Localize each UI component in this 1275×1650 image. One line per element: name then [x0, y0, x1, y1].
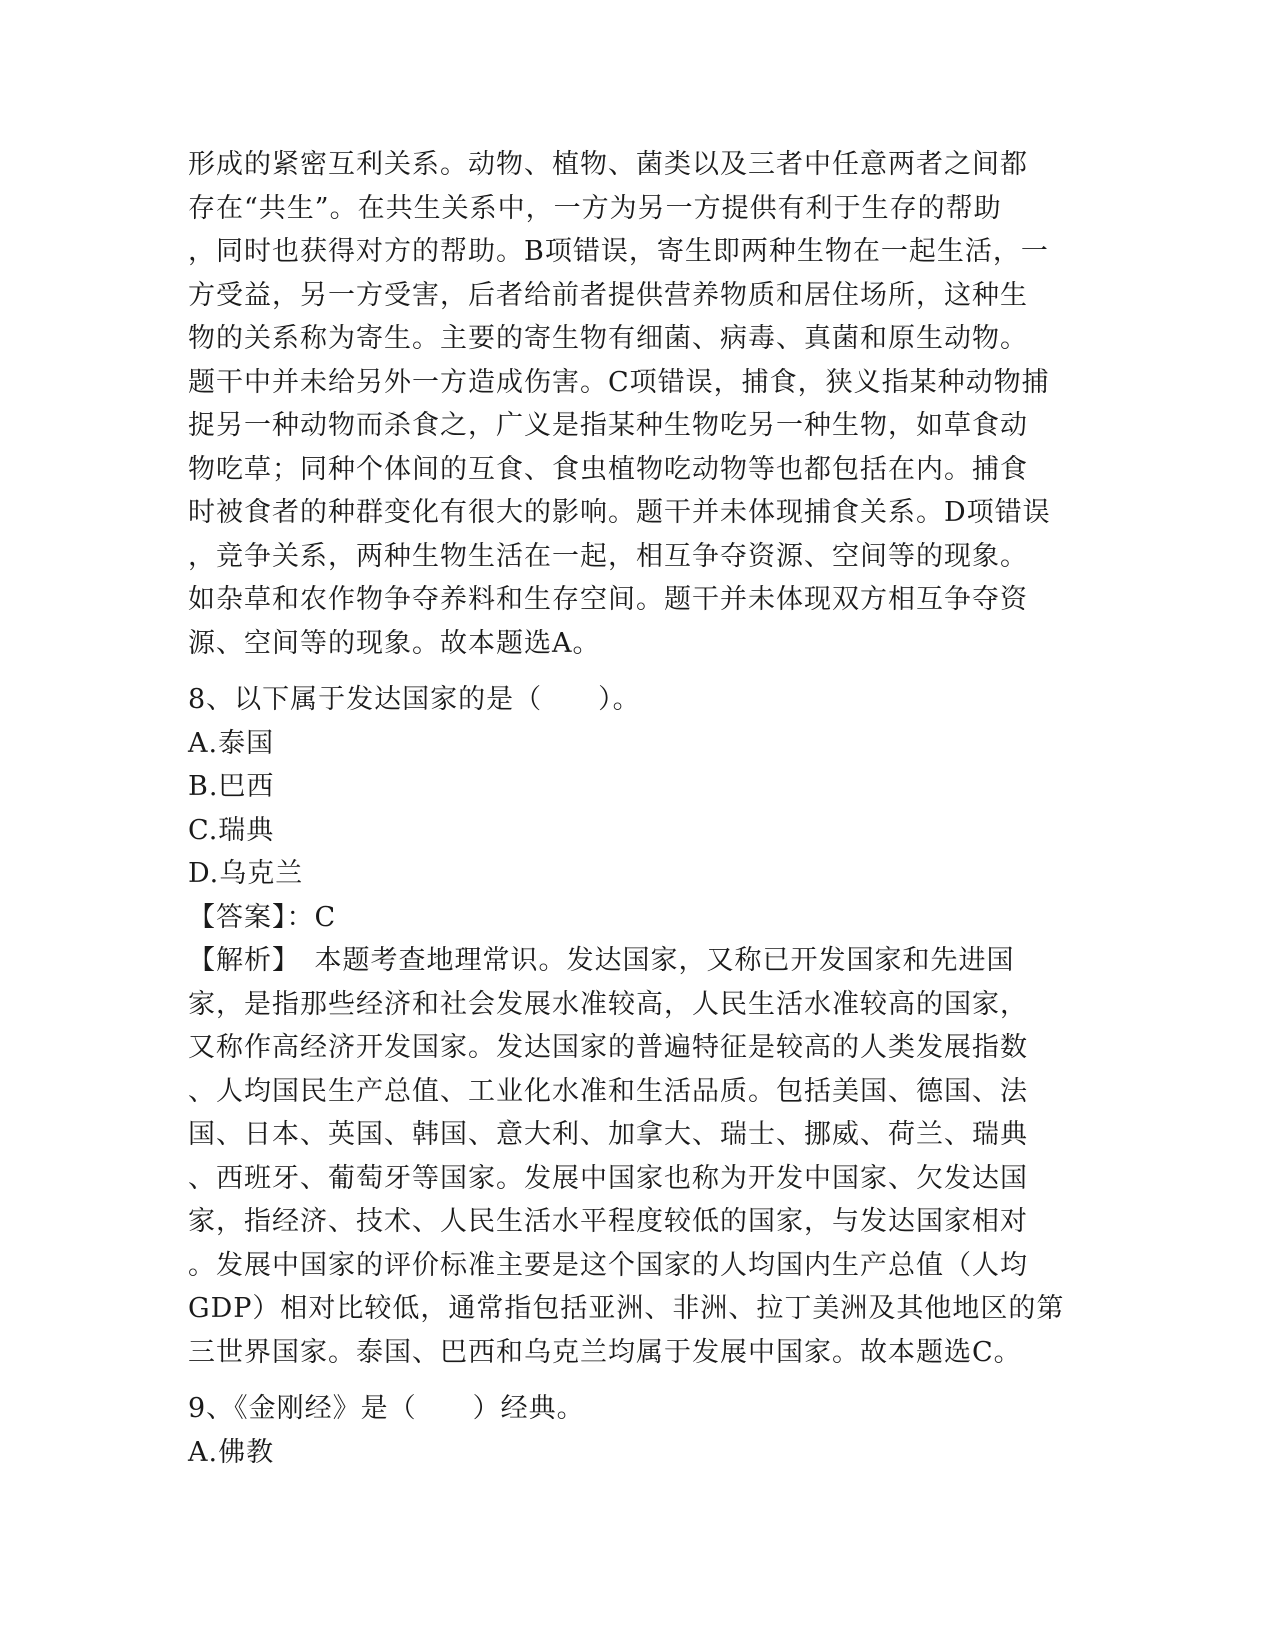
- q7-explanation-line: 物的关系称为寄生。主要的寄生物有细菌、病毒、真菌和原生动物。: [188, 323, 1028, 354]
- q7-explanation-line: ，竞争关系，两种生物生活在一起，相互争夺资源、空间等的现象。: [188, 540, 1028, 572]
- question-8: [188, 678, 1088, 1374]
- q7-explanation-line: ，同时也获得对方的帮助。B项错误，寄生即两种生物在一起生活，一: [188, 236, 1049, 267]
- explanation-line: 国、日本、英国、韩国、意大利、加拿大、瑞士、挪威、荷兰、瑞典: [188, 1119, 1028, 1150]
- q7-explanation-line: 形成的紧密互利关系。动物、植物、菌类以及三者中任意两者之间都: [188, 149, 1028, 180]
- option-d: D.乌克兰: [188, 858, 304, 889]
- option-a: A.泰国: [188, 727, 275, 759]
- q7-explanation-line: 源、空间等的现象。故本题选A。: [188, 627, 601, 659]
- answer: 【答案】：C: [188, 901, 337, 933]
- q7-explanation-line: 时被食者的种群变化有很大的影响。题干并未体现捕食关系。D项错误: [188, 497, 1051, 528]
- question-stem: 9、《金刚经》是（ ）经典。: [188, 1393, 585, 1424]
- q7-explanation-line: 存在“共生”。在共生关系中，一方为另一方提供有利于生存的帮助: [188, 192, 1002, 224]
- q7-explanation-line: 题干中并未给另外一方造成伤害。C项错误，捕食，狭义指某种动物捕: [188, 366, 1050, 398]
- q7-explanation-line: 如杂草和农作物争夺养料和生存空间。题干并未体现双方相互争夺资: [188, 584, 1028, 615]
- explanation-line: 、人均国民生产总值、工业化水准和生活品质。包括美国、德国、法: [188, 1075, 1028, 1107]
- question-stem: 8、以下属于发达国家的是（ ）。: [188, 684, 641, 715]
- explanation-line: 又称作高经济开发国家。发达国家的普遍特征是较高的人类发展指数: [188, 1032, 1028, 1063]
- section-spacer: [188, 665, 1088, 678]
- q7-explanation: [188, 143, 1088, 665]
- q7-explanation-line: 物吃草；同种个体间的互食、食虫植物吃动物等也都包括在内。捕食: [188, 453, 1028, 485]
- explanation-line: GDP）相对比较低，通常指包括亚洲、非洲、拉丁美洲及其他地区的第: [188, 1293, 1065, 1324]
- question-9: [188, 1387, 1088, 1474]
- section-spacer: [188, 1374, 1088, 1387]
- explanation-line: 三世界国家。泰国、巴西和乌克兰均属于发展中国家。故本题选C。: [188, 1336, 1022, 1368]
- explanation-line: 家，指经济、技术、人民生活水平程度较低的国家，与发达国家相对: [188, 1206, 1028, 1237]
- explanation-line: 家，是指那些经济和社会发展水准较高，人民生活水准较高的国家，: [188, 988, 1028, 1020]
- option-c: C.瑞典: [188, 814, 275, 846]
- q7-explanation-line: 捉另一种动物而杀食之，广义是指某种生物吃另一种生物，如草食动: [188, 410, 1028, 441]
- option-b: B.巴西: [188, 771, 275, 802]
- explanation-line: 【解析】 本题考查地理常识。发达国家，又称已开发国家和先进国: [188, 945, 1015, 976]
- explanation-line: 、西班牙、葡萄牙等国家。发展中国家也称为开发中国家、欠发达国: [188, 1162, 1028, 1194]
- q7-explanation-line: 方受益，另一方受害，后者给前者提供营养物质和居住场所，这种生: [188, 279, 1028, 311]
- option-a: A.佛教: [188, 1436, 275, 1468]
- document-page: [188, 143, 1088, 1474]
- explanation-line: 。发展中国家的评价标准主要是这个国家的人均国内生产总值（人均: [188, 1249, 1028, 1281]
